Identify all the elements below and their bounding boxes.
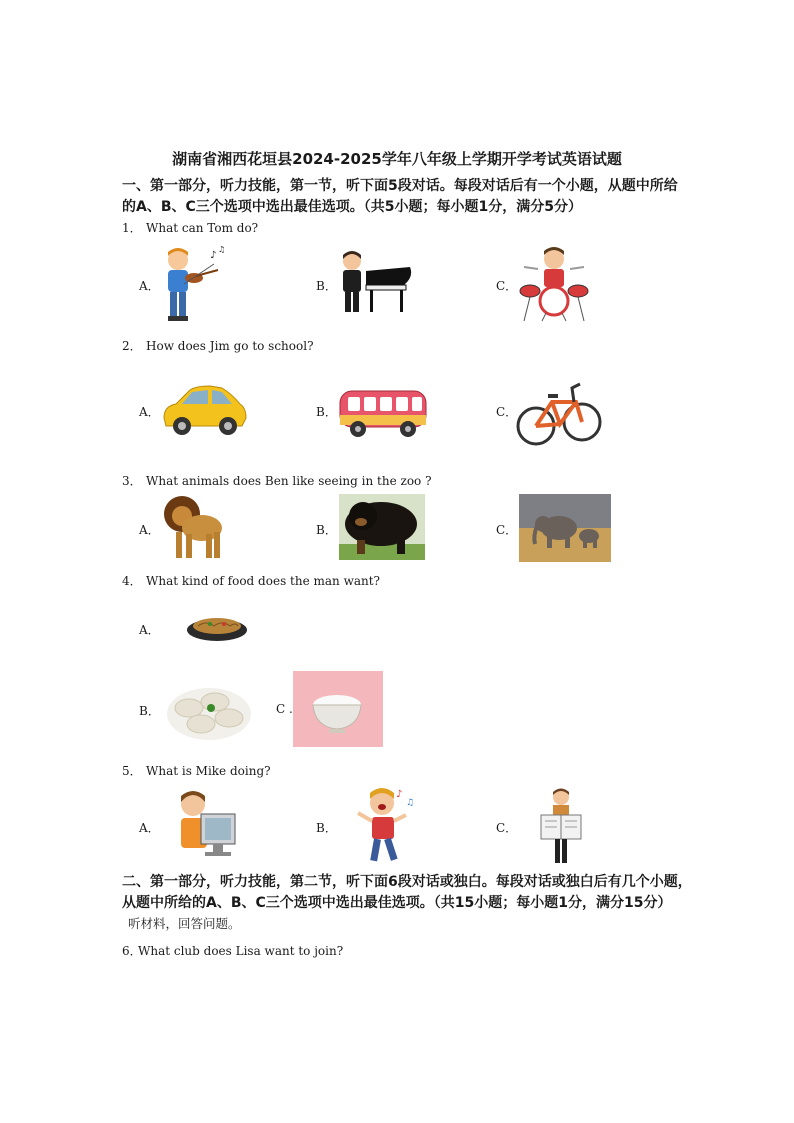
option-1b-label: B． bbox=[316, 279, 337, 293]
noodles-picture bbox=[186, 612, 248, 642]
svg-text:♪: ♪ bbox=[396, 789, 403, 800]
option-4a-label: A． bbox=[139, 623, 160, 637]
newspaper-man-picture bbox=[539, 787, 583, 867]
page-title: 湖南省湘西花垣县2024-2025学年八年级上学期开学考试英语试题 bbox=[172, 150, 622, 168]
option-5a-label: A． bbox=[139, 821, 160, 835]
option-4c-label: C . bbox=[276, 702, 293, 716]
option-5b-label: B． bbox=[316, 821, 337, 835]
section-1-instructions: 一、第一部分，听力技能，第一节，听下面5段对话。每段对话后有一个小题，从题中所给 的A、B、C三个选项中选出最佳选项。（共5小题；每小题1分，满分5分） bbox=[122, 178, 678, 215]
option-1a-label: A． bbox=[139, 279, 160, 293]
question-5: 5． What is Mike doing? bbox=[122, 764, 271, 778]
svg-text:♫: ♫ bbox=[406, 798, 415, 808]
option-4b-label: B． bbox=[139, 704, 160, 718]
rice-picture bbox=[293, 671, 383, 747]
section-2-instructions: 二、第一部分，听力技能，第二节，听下面6段对话或独白。每段对话或独白后有几个小题， 从题中所给的A、B、C三个选项中选出最佳选项。（共15小题；每小题1分，满分15分） bbox=[122, 874, 692, 911]
option-5c-label: C． bbox=[496, 821, 518, 835]
option-1c-label: C． bbox=[496, 279, 518, 293]
option-3b-label: B． bbox=[316, 523, 337, 537]
violin-boy-picture bbox=[158, 246, 226, 322]
drum-boy-picture bbox=[516, 245, 592, 323]
singing-boy-picture bbox=[354, 785, 418, 867]
svg-text:♫: ♫ bbox=[218, 246, 226, 254]
school-bus-picture bbox=[338, 387, 428, 441]
piano-boy-picture bbox=[336, 249, 414, 315]
option-3c-label: C． bbox=[496, 523, 518, 537]
dumplings-picture bbox=[165, 678, 253, 742]
lion-picture bbox=[162, 494, 224, 560]
option-2a-label: A． bbox=[139, 405, 160, 419]
elephants-picture bbox=[519, 494, 611, 562]
question-1: 1． What can Tom do? bbox=[122, 221, 259, 235]
section-2-note: 听材料，回答问题。 bbox=[128, 916, 241, 931]
question-4: 4． What kind of food does the man want? bbox=[122, 574, 380, 588]
question-3: 3． What animals does Ben like seeing in the zoo ? bbox=[122, 474, 432, 488]
question-2: 2． How does Jim go to school? bbox=[122, 339, 314, 353]
svg-text:♪: ♪ bbox=[210, 250, 217, 261]
option-3a-label: A． bbox=[139, 523, 160, 537]
mastiff-picture bbox=[339, 494, 425, 560]
computer-boy-picture bbox=[175, 788, 239, 864]
yellow-car-picture bbox=[160, 380, 248, 440]
option-2b-label: B． bbox=[316, 405, 337, 419]
option-2c-label: C． bbox=[496, 405, 518, 419]
question-6: 6．What club does Lisa want to join? bbox=[122, 944, 344, 958]
bicycle-picture bbox=[516, 372, 602, 450]
